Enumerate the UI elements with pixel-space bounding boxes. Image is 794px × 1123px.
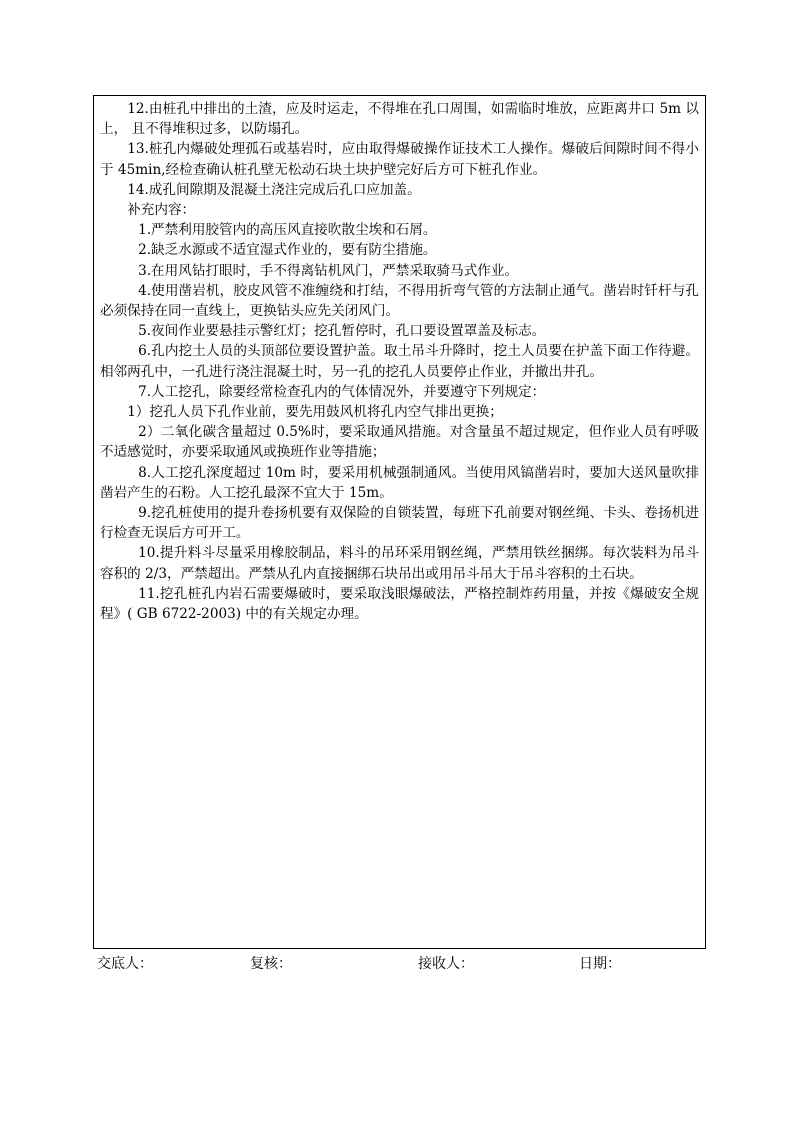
handover-label: 交底人： xyxy=(97,956,153,972)
paragraph: 9.挖孔桩使用的提升卷扬机要有双保险的自锁装置，每班下孔前要对钢丝绳、卡头、卷扬机进行检查无误后方可开工。 xyxy=(100,505,699,542)
paragraph: 11.挖孔桩孔内岩石需要爆破时，要采取浅眼爆破法，严格控制炸药用量，并按《爆破安全规程》( GB 6722-2003) 中的有关规定办理。 xyxy=(100,585,699,623)
date-label: 日期： xyxy=(579,956,621,972)
paragraph: 12.由桩孔中排出的土渣，应及时运走，不得堆在孔口周围，如需临时堆放，应距离井口 5m 以上， 且不得堆积过多，以防塌孔。 xyxy=(100,101,699,138)
paragraph: 10.提升料斗尽量采用橡胶制品，料斗的吊环采用钢丝绳，严禁用铁丝捆绑。每次装料为吊斗容积的 2/3，严禁超出。严禁从孔内直接捆绑石块吊出或用吊斗吊大于吊斗容积的土石块。 xyxy=(100,545,699,582)
content-box xyxy=(93,95,706,949)
paragraph: 8.人工挖孔深度超过 10m 时，要采用机械强制通风。当使用风镐凿岩时，要加大送风量吹排凿岩产生的石粉。人工挖孔最深不宜大于 15m。 xyxy=(100,464,699,501)
paragraph: 14.成孔间隙期及混凝土浇注完成后孔口应加盖。 xyxy=(127,181,421,198)
paragraph-list xyxy=(100,99,699,624)
paragraph: 2.缺乏水源或不适宜湿式作业的，要有防尘措施。 xyxy=(138,242,437,259)
paragraph: 5.夜间作业要悬挂示警红灯；挖孔暂停时，孔口要设置罩盖及标志。 xyxy=(138,323,546,340)
paragraph: 1.严禁利用胶管内的高压风直接吹散尘埃和石屑。 xyxy=(138,222,437,239)
signature-footer xyxy=(0,953,794,973)
paragraph: 4.使用凿岩机，胶皮风管不准缠绕和打结，不得用折弯气管的方法制止通气。凿岩时钎杆与孔必须保持在同一直线上，更换钻头应先关闭风门。 xyxy=(100,282,699,320)
paragraph: 补充内容： xyxy=(127,202,196,219)
paragraph: 6.孔内挖土人员的头顶部位要设置护盖。取土吊斗升降时，挖土人员要在护盖下面工作待避。相邻两孔中，一孔进行浇注混凝土时，另一孔的挖孔人员要停止作业，并撤出井孔。 xyxy=(100,343,699,380)
review-label: 复核： xyxy=(250,956,292,972)
paragraph: 7.人工挖孔，除要经常检查孔内的气体情况外，并要遵守下列规定： xyxy=(138,383,546,400)
receiver-label: 接收人： xyxy=(418,956,474,972)
paragraph: 2）二氧化碳含量超过 0.5%时，要采取通风措施。对含量虽不超过规定，但作业人员有呼吸不适感觉时，亦要采取通风或换班作业等措施； xyxy=(100,424,699,461)
paragraph: 13.桩孔内爆破处理孤石或基岩时，应由取得爆破操作证技术工人操作。爆破后间隙时间不得小于 45min,经检查确认桩孔壁无松动石块土块护壁完好后方可下桩孔作业。 xyxy=(100,141,699,178)
paragraph: 3.在用风钻打眼时，手不得离钻机风门，严禁采取骑马式作业。 xyxy=(138,262,519,279)
paragraph: 1）挖孔人员下孔作业前，要先用鼓风机将孔内空气排出更换； xyxy=(127,404,503,421)
